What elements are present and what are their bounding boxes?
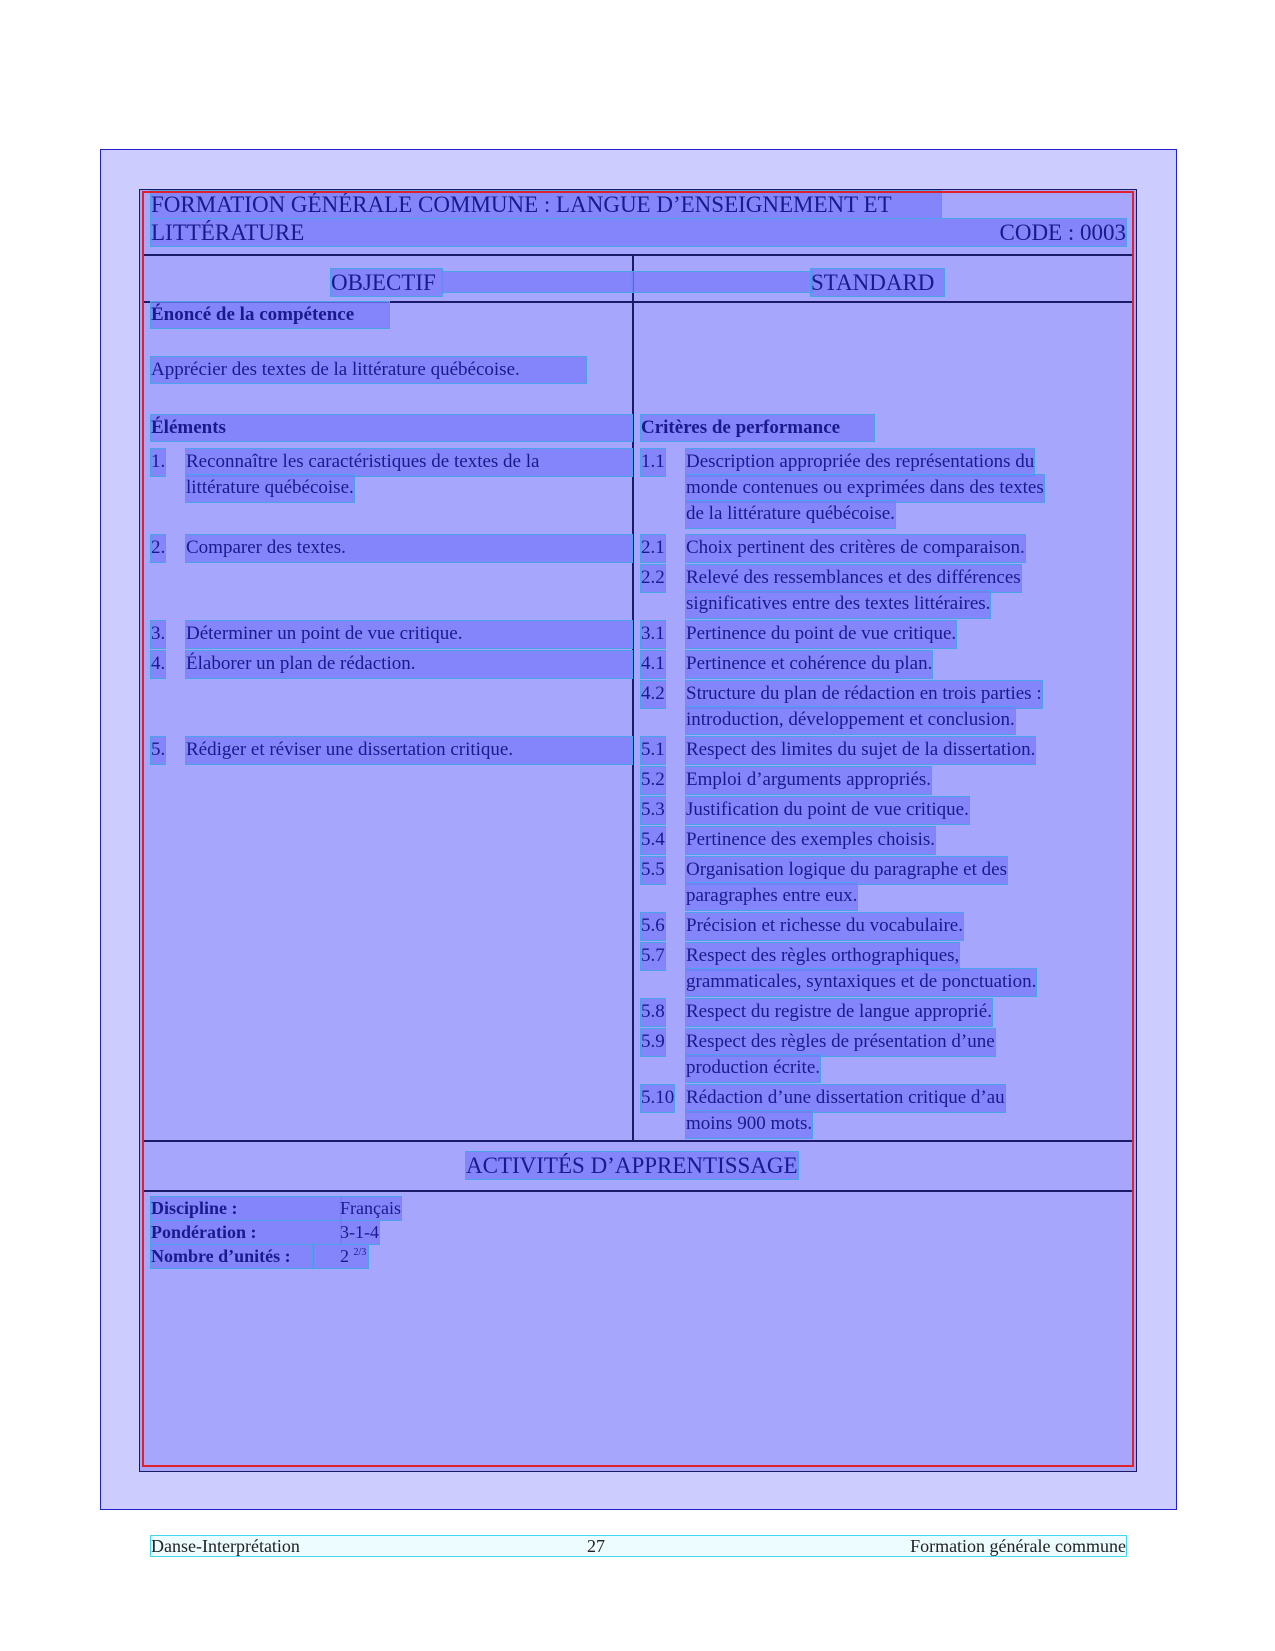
criterion-text-line: Emploi d’arguments appropriés.: [686, 767, 931, 794]
element-number: 1.: [151, 449, 165, 476]
unites-label: Nombre d’unités :: [151, 1245, 313, 1268]
element-text-line: littérature québécoise.: [186, 475, 354, 502]
criterion-text-line: significatives entre des textes littéraires.: [686, 591, 990, 618]
criterion-number: 1.1: [641, 449, 665, 476]
criterion-text-line: Justification du point de vue critique.: [686, 797, 969, 824]
criterion-number: 5.8: [641, 999, 665, 1026]
unites-value: 2: [340, 1246, 349, 1266]
competence-text: Apprécier des textes de la littérature québécoise.: [151, 357, 586, 383]
criterion-text-line: Organisation logique du paragraphe et des: [686, 857, 1007, 884]
page-number: 27: [587, 1536, 605, 1556]
criterion-number: 5.9: [641, 1029, 665, 1056]
criterion-text-line: Précision et richesse du vocabulaire.: [686, 913, 963, 940]
criterion-text-line: introduction, développement et conclusion.: [686, 707, 1015, 734]
criterion-number: 5.2: [641, 767, 665, 794]
criterion-number: 5.5: [641, 857, 665, 884]
element-text-line: Rédiger et réviser une dissertation critique.: [186, 737, 632, 764]
criterion-number: 5.1: [641, 737, 665, 764]
criterion-text-line: Pertinence et cohérence du plan.: [686, 651, 932, 678]
criterion-text-line: Choix pertinent des critères de comparaison.: [686, 535, 1025, 562]
criterion-number: 5.7: [641, 943, 665, 970]
criterion-text-line: Rédaction d’une dissertation critique d’au: [686, 1085, 1005, 1112]
criterion-text-line: Respect des limites du sujet de la dissertation.: [686, 737, 1035, 764]
criterion-text-line: Respect du registre de langue approprié.: [686, 999, 992, 1026]
criterion-text-line: Description appropriée des représentations du: [686, 449, 1034, 476]
competence-heading: Énoncé de la compétence: [151, 302, 389, 328]
objectif-heading-extension: [442, 272, 632, 292]
activities-top-divider: [142, 1140, 1134, 1142]
page-footer: [151, 1536, 1126, 1556]
standard-heading: STANDARD: [811, 269, 944, 296]
title-line-2-text: LITTÉRATURE: [151, 220, 305, 245]
element-number: 2.: [151, 535, 165, 562]
criterion-text-line: Relevé des ressemblances et des différences: [686, 565, 1021, 592]
criterion-number: 2.2: [641, 565, 665, 592]
criterion-number: 5.10: [641, 1085, 674, 1112]
criterion-text-line: paragraphes entre eux.: [686, 883, 857, 910]
element-number: 5.: [151, 737, 165, 764]
criterion-number: 5.6: [641, 913, 665, 940]
footer-left: Danse-Interprétation: [151, 1536, 300, 1556]
column-divider: [632, 254, 634, 1141]
criterion-text-line: grammaticales, syntaxiques et de ponctuation.: [686, 969, 1036, 996]
criterion-text-line: moins 900 mots.: [686, 1111, 812, 1138]
criterion-number: 5.4: [641, 827, 665, 854]
objectif-heading: OBJECTIF: [331, 269, 442, 296]
element-text-line: Reconnaître les caractéristiques de textes de la: [186, 449, 632, 476]
element-number: 4.: [151, 651, 165, 678]
criterion-number: 4.1: [641, 651, 665, 678]
ponderation-label: Pondération :: [151, 1221, 341, 1244]
footer-right: Formation générale commune: [910, 1536, 1126, 1556]
element-text-line: Déterminer un point de vue critique.: [186, 621, 632, 648]
criterion-text-line: production écrite.: [686, 1055, 820, 1082]
criterion-number: 5.3: [641, 797, 665, 824]
ponderation-value: 3-1-4: [340, 1222, 379, 1242]
criteria-heading: Critères de performance: [641, 415, 874, 441]
standard-heading-extension: [632, 272, 812, 292]
criterion-text-line: Respect des règles orthographiques,: [686, 943, 959, 970]
element-text-line: Élaborer un plan de rédaction.: [186, 651, 632, 678]
course-code: CODE : 0003: [999, 220, 1126, 245]
unites-value-box: [313, 1245, 368, 1268]
title-line-2: [151, 219, 1126, 246]
element-text-line: Comparer des textes.: [186, 535, 632, 562]
discipline-value: Français: [340, 1198, 401, 1218]
element-item: [151, 449, 632, 502]
criterion-number: 4.2: [641, 681, 665, 708]
unites-fraction: 2/3: [353, 1247, 367, 1258]
title-line-1: FORMATION GÉNÉRALE COMMUNE : LANGUE D’ENSEIGNEMENT ET: [151, 191, 941, 218]
criterion-text-line: Pertinence du point de vue critique.: [686, 621, 956, 648]
criterion-text-line: Structure du plan de rédaction en trois parties :: [686, 681, 1042, 708]
criterion-text-line: monde contenues ou exprimées dans des textes: [686, 475, 1044, 502]
criterion-number: 2.1: [641, 535, 665, 562]
elements-heading: Éléments: [151, 415, 632, 441]
criterion-number: 3.1: [641, 621, 665, 648]
header-divider: [142, 254, 1134, 256]
criterion-text-line: Pertinence des exemples choisis.: [686, 827, 935, 854]
activities-head-divider: [142, 1190, 1134, 1192]
criterion-text-line: Respect des règles de présentation d’une: [686, 1029, 995, 1056]
criterion-text-line: de la littérature québécoise.: [686, 501, 895, 528]
discipline-label: Discipline :: [151, 1197, 341, 1220]
element-number: 3.: [151, 621, 165, 648]
activities-heading: ACTIVITÉS D’APPRENTISSAGE: [466, 1153, 798, 1178]
